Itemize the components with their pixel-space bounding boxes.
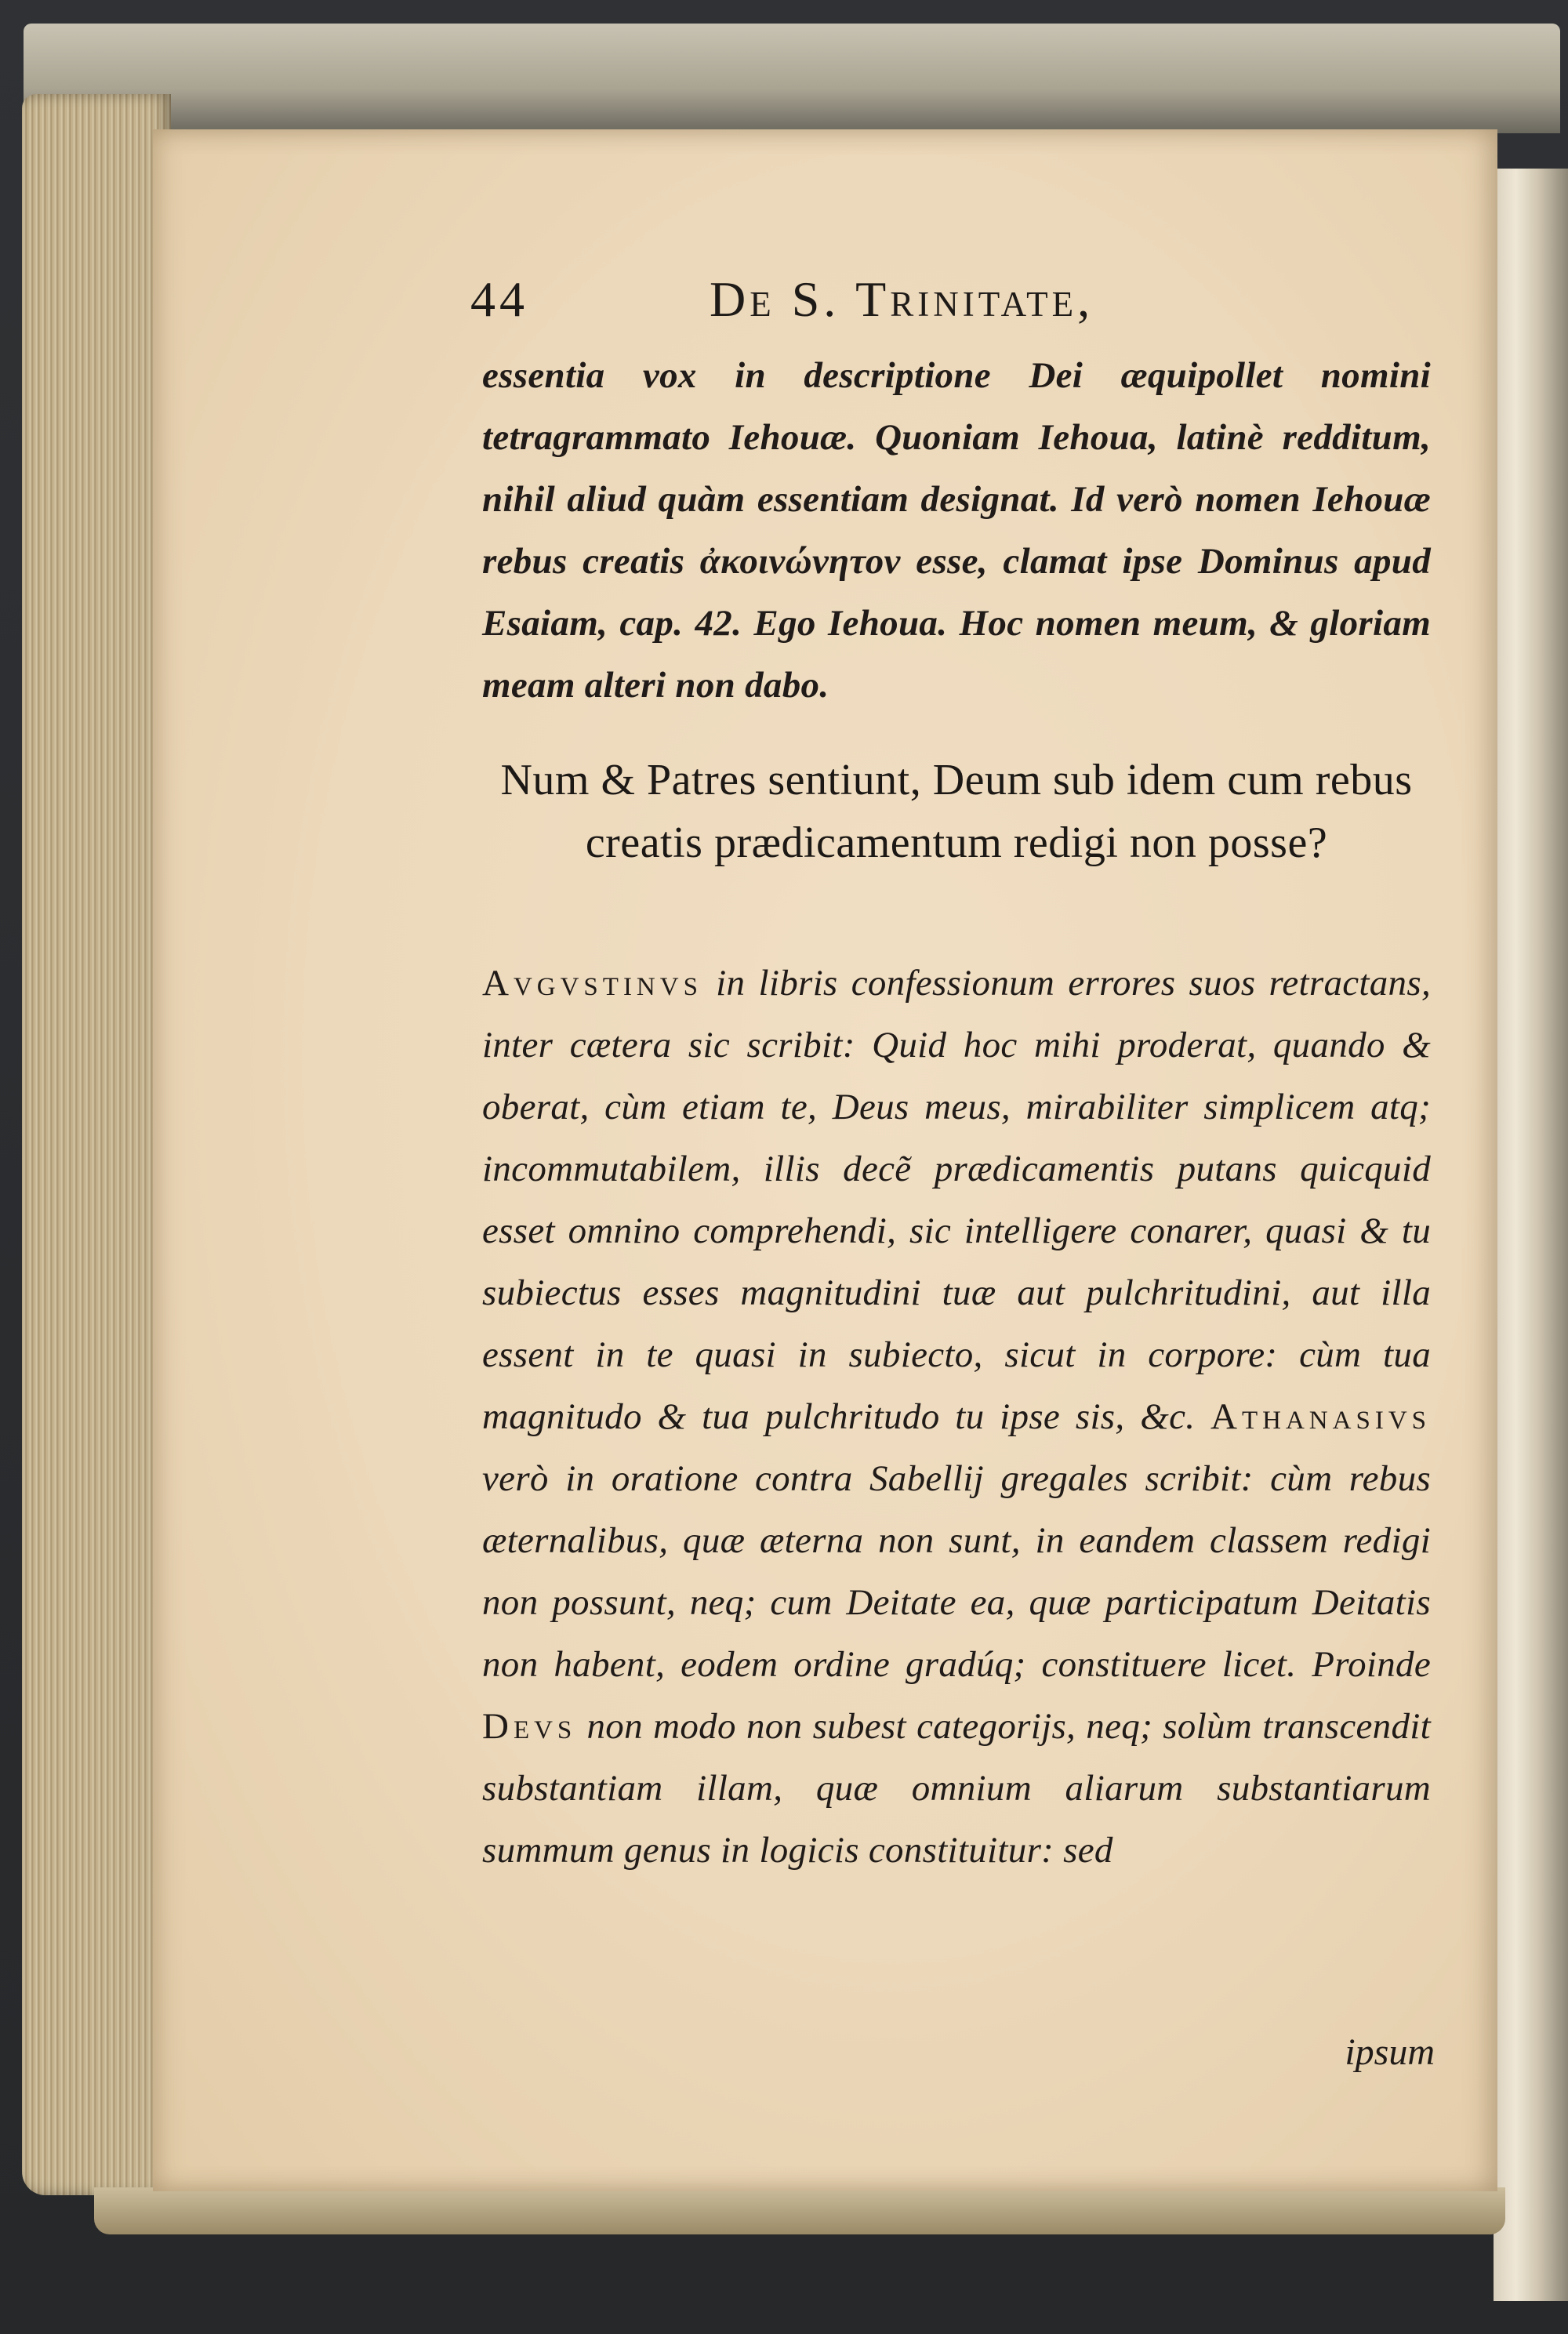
running-head — [470, 270, 1411, 341]
catchword: ipsum — [1345, 2031, 1435, 2073]
paragraph-2-text: in libris confessionum errores suos retractans, inter cætera sic scribit: Quid hoc mihi proderat, quando & oberat, cùm etiam te, Deus meus, mirabiliter simplicem atq; incommutabilem, illis decẽ prædicamentis putans quicquid esset omnino comprehendi, sic intelligere conarer, quasi & tu subiectus esses magnitudini tuæ aut pulchritudini, aut illa essent in te quasi in subiecto, sicut in corpore: cùm tua magnitudo & tua pulchritudo tu ipse sis, &c. — [482, 963, 1431, 1437]
facing-page-edge — [1494, 169, 1568, 2301]
name-augustinus: Avgvstinvs — [482, 963, 702, 1004]
running-title: De S. Trinitate, — [710, 271, 1094, 327]
section-heading: Num & Patres sentiunt, Deum sub idem cum rebus creatis prædicamentum redigi non posse? — [500, 756, 1413, 867]
page-stack-bottom — [94, 2187, 1505, 2234]
paragraph-2-text-2: verò in oratione contra Sabellij gregales scribit: cùm rebus æternalibus, quæ æterna non sunt, in eandem classem redigi non possunt, neq; cum Deitate ea, quæ participatum Deitatis non habent, eodem ordine gradúq; constituere licet. Proinde — [482, 1458, 1431, 1685]
name-athanasius: Athanasivs — [1210, 1396, 1431, 1437]
name-deus: Devs — [482, 1706, 577, 1747]
paragraph-2-text-3: non modo non subest categorijs, neq; solùm transcendit substantiam illam, quæ omnium aliarum substantiarum summum genus in logicis constituitur: sed — [482, 1706, 1431, 1871]
paragraph-1: essentia vox in descriptione Dei æquipollet nomini tetragrammato Iehouæ. Quoniam Iehoua, latinè redditum, nihil aliud quàm essentiam designat. Id verò nomen Iehouæ rebus creatis ἀκοινώνητον esse, clamat ipse Dominus apud Esaiam, cap. 42. Ego Iehoua. Hoc nomen meum, & gloriam meam alteri non dabo. — [482, 355, 1431, 706]
page-number: 44 — [470, 271, 528, 327]
book-top-edge — [24, 24, 1560, 133]
page-stack-left — [22, 94, 171, 2195]
paragraph-2 — [482, 953, 1431, 2113]
